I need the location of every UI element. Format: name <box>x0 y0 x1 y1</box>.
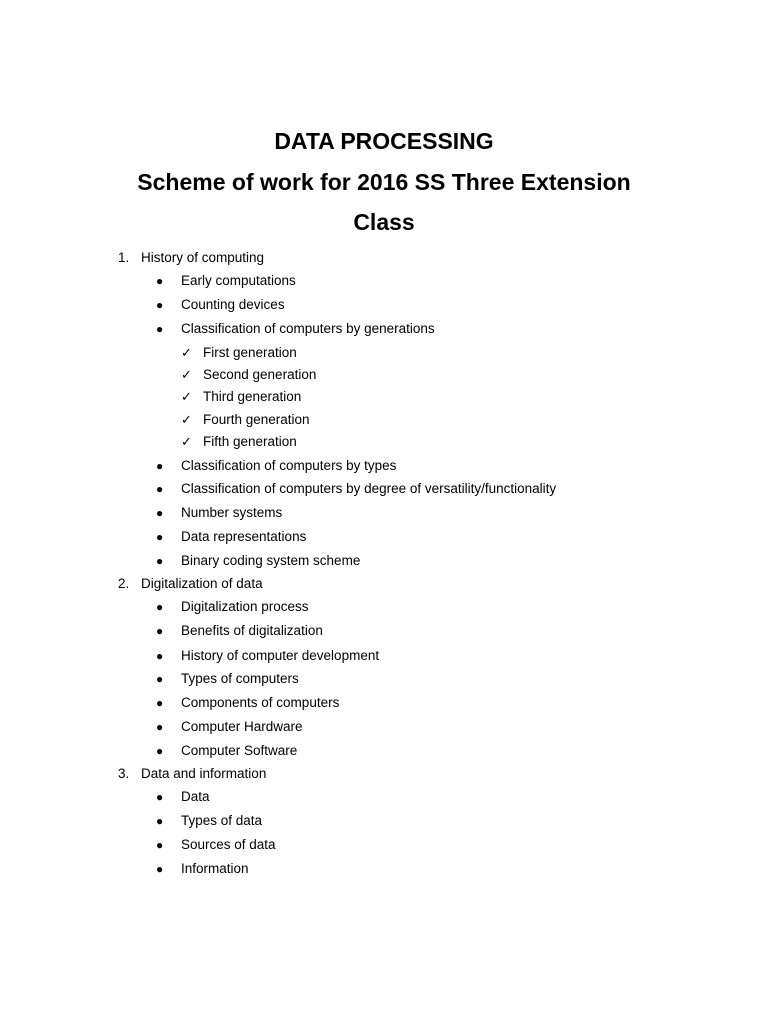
list-item-text: Classification of computers by degree of versatility/functionality <box>181 481 557 496</box>
checkmark-icon: ✓ <box>181 367 192 382</box>
bullet-icon: ● <box>156 506 164 520</box>
list-item-text: Computer Hardware <box>181 719 303 734</box>
document-title: DATA PROCESSING <box>274 128 494 154</box>
bullet-icon: ● <box>156 482 164 496</box>
bullet-icon: ● <box>156 744 164 758</box>
sub-list-item-text: Second generation <box>203 367 317 382</box>
sub-list-item-text: Fourth generation <box>203 412 310 427</box>
list-item-text: Components of computers <box>181 695 340 710</box>
bullet-icon: ● <box>156 862 164 876</box>
bullet-icon: ● <box>156 790 164 804</box>
list-item-text: Digitalization process <box>181 599 309 614</box>
bullet-icon: ● <box>156 720 164 734</box>
document-subtitle-line-2: Class <box>353 209 415 235</box>
bullet-icon: ● <box>156 814 164 828</box>
checkmark-icon: ✓ <box>181 434 192 449</box>
checkmark-icon: ✓ <box>181 345 192 360</box>
list-item-text: Computer Software <box>181 743 298 758</box>
list-item-text: Information <box>181 861 249 876</box>
section-number: 2. <box>118 576 130 591</box>
bullet-icon: ● <box>156 530 164 544</box>
bullet-icon: ● <box>156 322 164 336</box>
checkmark-icon: ✓ <box>181 389 192 404</box>
sub-list-item-text: Third generation <box>203 389 302 404</box>
list-item-text: Classification of computers by generations <box>181 321 435 336</box>
bullet-icon: ● <box>156 624 164 638</box>
bullet-icon: ● <box>156 649 164 663</box>
list-item-text: History of computer development <box>181 648 380 663</box>
bullet-icon: ● <box>156 672 164 686</box>
section-title: Data and information <box>141 766 267 781</box>
document-subtitle-line-1: Scheme of work for 2016 SS Three Extension <box>137 169 631 195</box>
bullet-icon: ● <box>156 838 164 852</box>
list-item-text: Binary coding system scheme <box>181 553 361 568</box>
list-item-text: Sources of data <box>181 837 276 852</box>
bullet-icon: ● <box>156 696 164 710</box>
list-item-text: Counting devices <box>181 297 285 312</box>
list-item-text: Benefits of digitalization <box>181 623 323 638</box>
list-item-text: Types of computers <box>181 671 299 686</box>
list-item-text: Classification of computers by types <box>181 458 397 473</box>
list-item-text: Data representations <box>181 529 307 544</box>
bullet-icon: ● <box>156 274 164 288</box>
list-item-text: Number systems <box>181 505 283 520</box>
list-item-text: Data <box>181 789 210 804</box>
section-number: 1. <box>118 250 130 265</box>
section-title: History of computing <box>141 250 265 265</box>
bullet-icon: ● <box>156 459 164 473</box>
list-item-text: Types of data <box>181 813 263 828</box>
section-title: Digitalization of data <box>141 576 263 591</box>
bullet-icon: ● <box>156 554 164 568</box>
sub-list-item-text: Fifth generation <box>203 434 297 449</box>
sub-list-item-text: First generation <box>203 345 297 360</box>
checkmark-icon: ✓ <box>181 412 192 427</box>
bullet-icon: ● <box>156 298 164 312</box>
list-item-text: Early computations <box>181 273 296 288</box>
section-number: 3. <box>118 766 130 781</box>
bullet-icon: ● <box>156 600 164 614</box>
